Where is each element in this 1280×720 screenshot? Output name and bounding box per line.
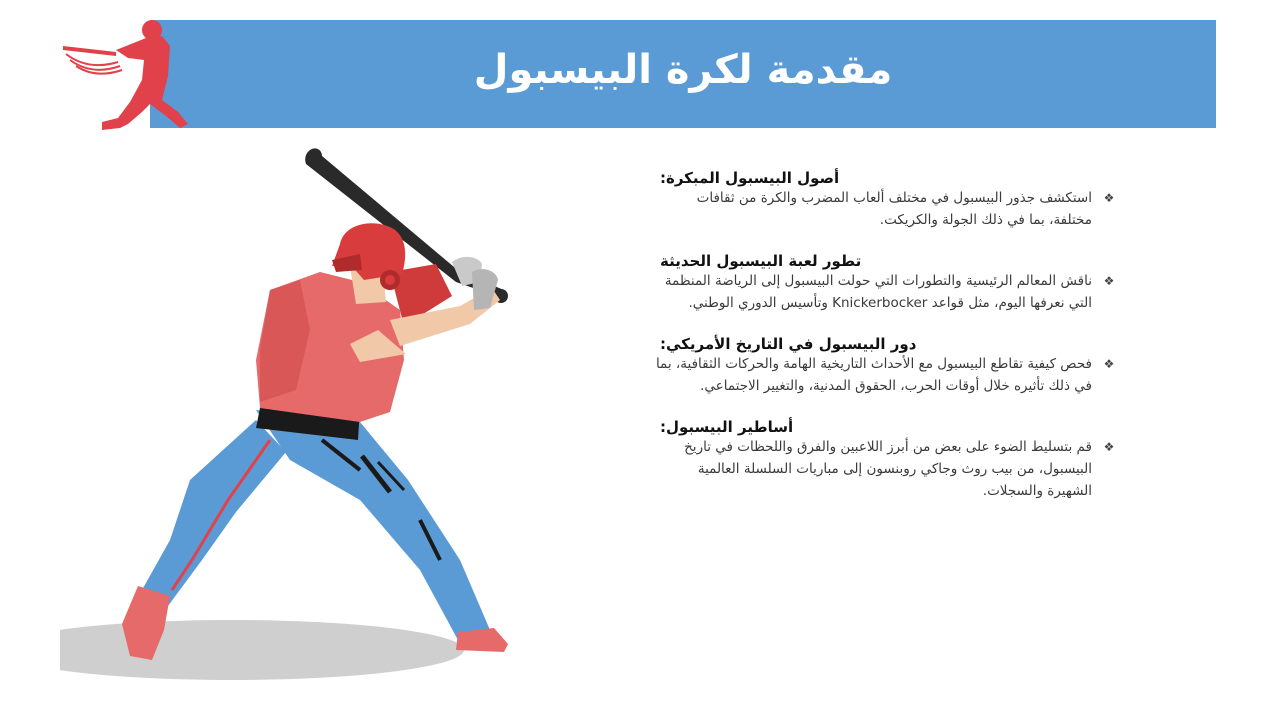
bullet-text: قم بتسليط الضوء على بعض من أبرز اللاعبين والفرق واللحظات في تاريخ البيسبول، من بيب روث وجاكي روبنسون إلى مباريات السلسلة العالمية الشهيرة والسجلات.: [684, 439, 1092, 499]
bullet-text: ناقش المعالم الرئيسية والتطورات التي حولت البيسبول إلى الرياضة المنظمة التي نعرفها اليوم، مثل قواعد Knickerbocker وتأسيس الدوري الوطني.: [664, 273, 1092, 311]
section-early-origins: [650, 168, 1120, 231]
section-american-history: [650, 334, 1120, 397]
diamond-bullet-icon: ❖: [1103, 440, 1115, 454]
section-heading: أساطير البيسبول:: [660, 418, 794, 436]
list-item: [650, 353, 1120, 397]
diamond-bullet-icon: ❖: [1103, 357, 1115, 371]
content-list: [650, 168, 1120, 522]
section-heading: تطور لعبة البيسبول الحديثة: [660, 252, 862, 270]
slide-title: مقدمة لكرة البيسبول: [473, 47, 893, 93]
diamond-bullet-icon: ❖: [1103, 191, 1115, 205]
list-item: [650, 436, 1120, 502]
diamond-bullet-icon: ❖: [1103, 274, 1115, 288]
section-legends: [650, 417, 1120, 502]
bullet-text: فحص كيفية تقاطع البيسبول مع الأحداث التاريخية الهامة والحركات الثقافية، بما في ذلك تأثيره خلال أوقات الحرب، الحقوق المدنية، والتغيير الاجتماعي.: [655, 356, 1092, 394]
baseball-batter-illustration: [60, 140, 560, 700]
bullet-text: استكشف جذور البيسبول في مختلف ألعاب المضرب والكرة من ثقافات مختلفة، بما في ذلك الجولة والكريكت.: [696, 190, 1092, 228]
ground-shadow: [60, 620, 464, 680]
list-item: [650, 187, 1120, 231]
section-heading: دور البيسبول في التاريخ الأمريكي:: [660, 335, 917, 353]
batter-logo-icon: [58, 16, 198, 136]
list-item: [650, 270, 1120, 314]
section-modern-evolution: [650, 251, 1120, 314]
section-heading: أصول البيسبول المبكرة:: [660, 169, 840, 187]
